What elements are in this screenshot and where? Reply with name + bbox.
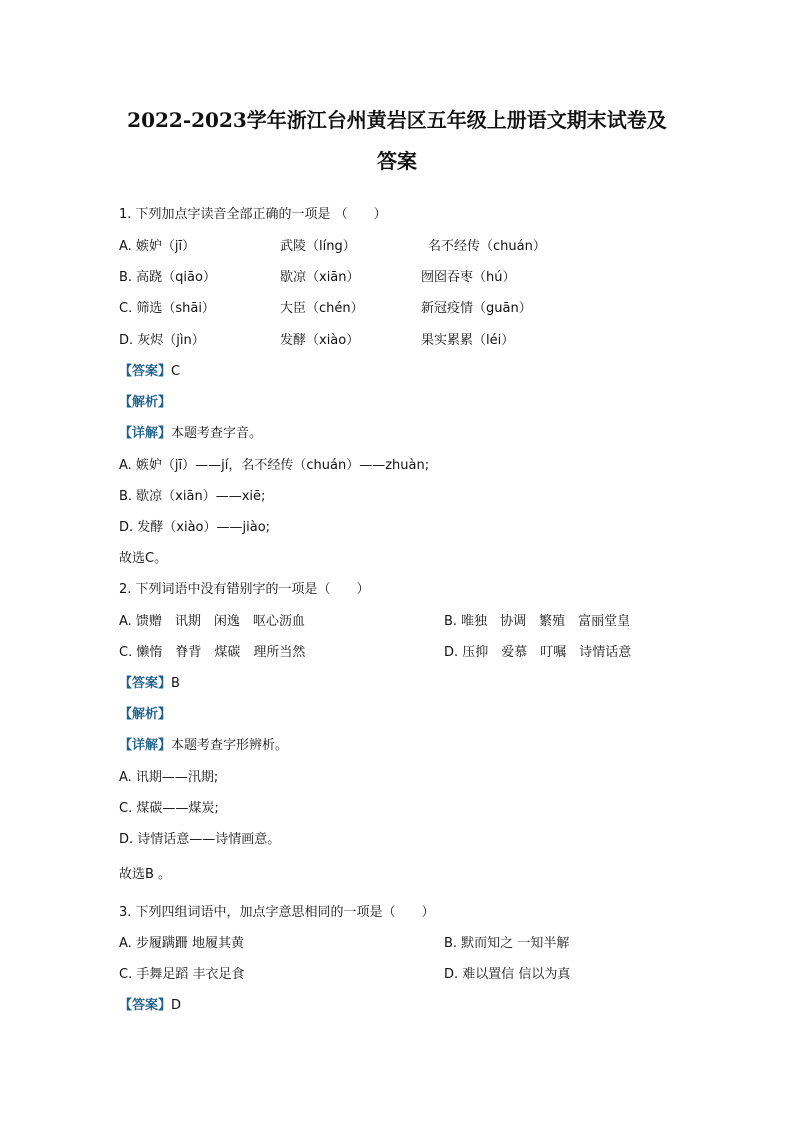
q1-option-b-3: 囫囵吞枣（hú） <box>421 270 516 285</box>
q1-option-a-3: 名不经传（chuán） <box>428 239 546 254</box>
q1-stem: 1. 下列加点字读音全部正确的一项是 （ ） <box>119 207 387 222</box>
q1-analysis <box>119 394 171 412</box>
q2-answer <box>119 675 180 693</box>
q2-analysis <box>119 706 171 724</box>
answer-tag: 【答案】 <box>119 364 172 379</box>
q1-option-c-1: C. 筛选（shāi） <box>119 301 215 316</box>
q3-option-d: D. 难以置信 信以为真 <box>444 967 571 982</box>
analysis-tag: 【解析】 <box>119 395 172 410</box>
answer-value: C <box>171 364 181 379</box>
q2-stem: 2. 下列词语中没有错别字的一项是（ ） <box>119 582 370 597</box>
q1-option-d-2: 发酵（xiào） <box>280 333 360 348</box>
q3-option-a: A. 步履蹒跚 地履其黄 <box>119 936 245 951</box>
q1-option-c-2: 大臣（chén） <box>280 301 364 316</box>
q1-option-d-1: D. 灰烬（jìn） <box>119 333 205 348</box>
q2-explain-d: D. 诗情话意——诗情画意。 <box>119 832 281 847</box>
q3-option-b: B. 默而知之 一知半解 <box>444 936 570 951</box>
answer-value: D <box>171 998 182 1013</box>
answer-tag: 【答案】 <box>119 676 172 691</box>
page-title-line1: 2022-2023学年浙江台州黄岩区五年级上册语文期末试卷及 <box>127 108 667 132</box>
answer-value: B <box>171 676 180 691</box>
q1-option-a-1: A. 嫉妒（jī） <box>119 239 196 254</box>
detail-text: 本题考查字形辨析。 <box>171 738 289 753</box>
q1-option-a-2: 武陵（líng） <box>280 239 356 254</box>
q3-answer <box>119 997 181 1015</box>
q2-option-a: A. 馈赠 讯期 闲逸 呕心沥血 <box>119 614 305 629</box>
q2-option-c: C. 懒惰 脊背 煤碳 理所当然 <box>119 645 306 660</box>
q2-detail <box>119 737 288 755</box>
q1-explain-a: A. 嫉妒（jī）——jí，名不经传（chuán）——zhuàn; <box>119 458 430 473</box>
q1-explain-d: D. 发酵（xiào）——jiào; <box>119 520 271 535</box>
q3-option-c: C. 手舞足蹈 丰衣足食 <box>119 967 245 982</box>
q1-detail <box>119 425 262 443</box>
analysis-tag: 【解析】 <box>119 707 172 722</box>
detail-text: 本题考查字音。 <box>171 426 263 441</box>
q1-option-b-2: 歇凉（xiān） <box>280 270 360 285</box>
q2-option-b: B. 唯独 协调 繁殖 富丽堂皇 <box>444 614 631 629</box>
page-title-line2: 答案 <box>377 149 417 173</box>
detail-tag: 【详解】 <box>119 426 172 441</box>
q1-answer <box>119 363 180 381</box>
q1-explain-b: B. 歇凉（xiān）——xiē; <box>119 489 266 504</box>
q2-option-d: D. 压抑 爱慕 叮嘱 诗情话意 <box>444 645 632 660</box>
detail-tag: 【详解】 <box>119 738 172 753</box>
q3-stem: 3. 下列四组词语中，加点字意思相同的一项是（ ） <box>119 905 435 920</box>
q1-option-d-3: 果实累累（léi） <box>421 333 515 348</box>
q2-conclusion: 故选B 。 <box>119 867 172 882</box>
q2-explain-c: C. 煤碳——煤炭; <box>119 801 219 816</box>
q2-explain-a: A. 讯期——汛期; <box>119 770 219 785</box>
answer-tag: 【答案】 <box>119 998 172 1013</box>
q1-option-b-1: B. 高跷（qiāo） <box>119 270 216 285</box>
q1-conclusion: 故选C。 <box>119 551 168 566</box>
q1-option-c-3: 新冠疫情（guān） <box>421 301 532 316</box>
